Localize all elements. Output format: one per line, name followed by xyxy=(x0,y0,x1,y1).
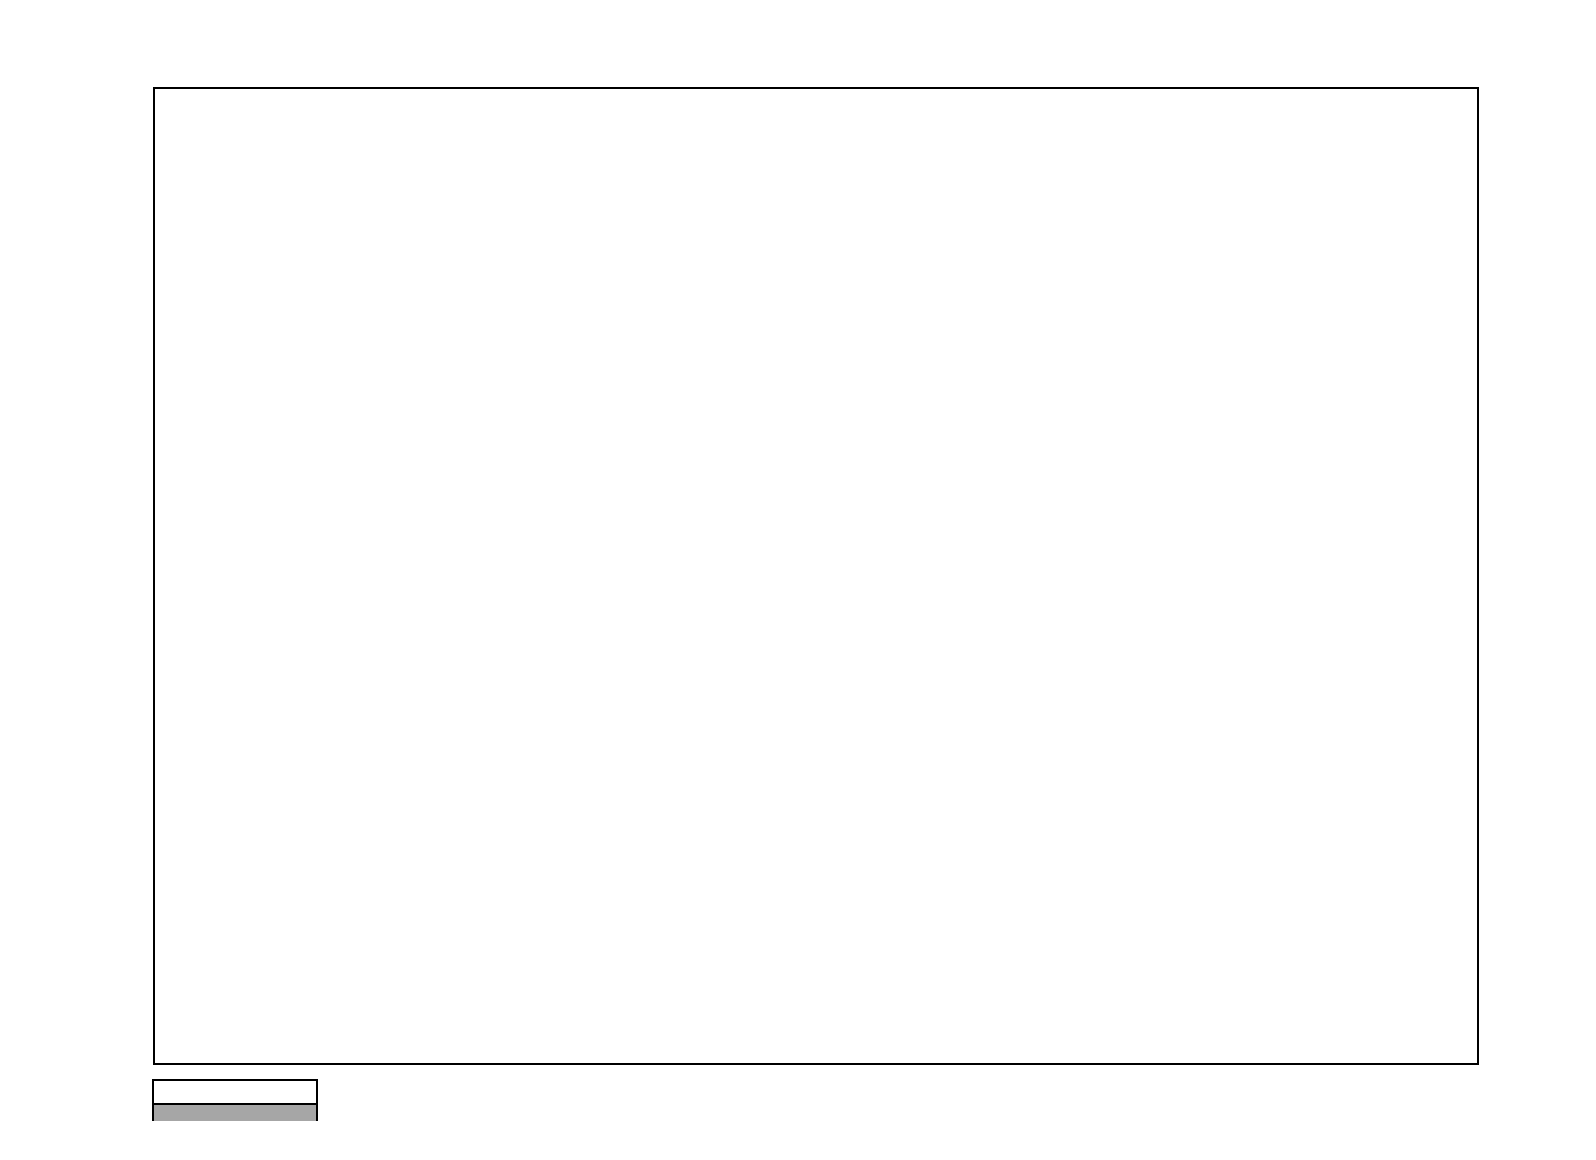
legend-item-forbidden xyxy=(154,1105,316,1121)
legend-title xyxy=(154,1081,316,1105)
legend xyxy=(152,1079,318,1121)
